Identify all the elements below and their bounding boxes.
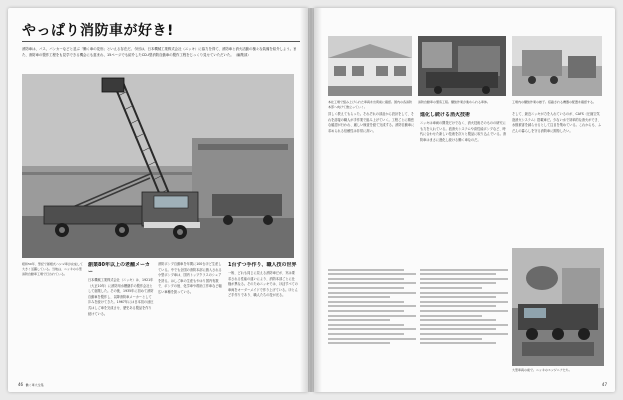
right-column-2-lower <box>420 266 508 378</box>
right-column-3 <box>512 112 602 242</box>
photo-workshop <box>512 36 602 96</box>
section-heading: 創業80年以上の老舗メーカー <box>88 262 150 275</box>
section-body: 消防ポンプ自動車を年間に100台ほど生産している。中でも全国の消防本部に納入される小型ポンプ車は、国内トップクラスのシェアを誇る。はしご車の生産もやはり国内有数で、ポンプの他、化学車や救助工作車など幅広い車種を扱っている。 <box>158 262 222 294</box>
section-heading: 進化し続ける消火技術 <box>420 112 471 118</box>
ladder-truck-illustration <box>22 74 294 258</box>
article-title: やっぱり消防車が好き! <box>22 23 174 39</box>
right-page <box>314 8 615 392</box>
section-body: ニッキは車両の開発だけでなく、消火技術そのものの研究にも力を入れている。泡消火システムや高性能ポンプなど、時代に合わせた新しい技術を次々と製品に取り込んでいる。消防車はまさに進化し続ける働く車なのだ。 <box>420 121 507 142</box>
left-column-3 <box>228 262 298 382</box>
left-page <box>8 8 308 392</box>
factory-exterior-illustration <box>328 36 412 96</box>
title-rule <box>22 41 300 42</box>
photo-caption: 大型車両の前で。ニッキのエンジニアたち。 <box>512 368 572 372</box>
right-column-1 <box>328 112 416 262</box>
article-lead: 消防車は、バス、バンカーなどと並ぶ「働く車の花形」といえる存在だ。今回は、日本機械工業株式会社（ニッキ）に協力を得て、消防車と消火活動の様々な装備を紹介しよう。また、消防車の製作工程をも見学できる機会にも恵まれ、15ページでも紹介したCD-I型消防自動車の製作工程をじっくり見せていただいた。（編集部） <box>22 47 297 57</box>
left-column-1 <box>88 262 154 382</box>
section-body: 日本機械工業株式会社（ニッキ）は、1921年（大正10年）に消防用水槽継手の製作会社として創業した。その後、1935年に初めて消防自動車を製作し、以降消防車メーカーとして歩みを続けてきた。1967年には日本初の油圧式はしご車を完成させ、歴史ある製品を作り続けている。 <box>88 278 154 316</box>
assembly-line-illustration <box>418 36 506 96</box>
photo-caption: 消防自動車の製造工程。艤装作業が進められる車体。 <box>418 100 491 104</box>
photo-caption: 本社工場で組み上げられた車両を出荷前に確認。国内の各消防本部へ向けて旅立っていく。 <box>328 100 412 109</box>
page-number-left: 46 働く車大全集 <box>18 382 44 387</box>
section-body: 一般、どれも同じに見える消防車だが、実は要求される性能の違いにより、消防本部ごとに仕様が異なる。そのためニッキでは、ほぼすべての車両をオーダーメイドで作り上げている。ほとんど手作りであり、職人たちの技が光る。 <box>228 271 298 298</box>
section-body: 詳しく教えてもらった。それぞれの部品から設計をして、それを溶接の職人が手作業で組み上げていく。工程ごとに精密な確認が行われ、厳しい検査を経て完成する。消防自動車に求められる信頼性は非常に高い。 <box>328 112 415 133</box>
section-body: そして、最近ニッキが力を入れているのが、CAFS（圧縮空気泡消火システム）搭載車だ。少ない水で効率的な消火ができ、水損被害を減らせるとして注目を集めている。これからも、ふだんの暮らしを守る消防車に期待したい。 <box>512 112 602 133</box>
workshop-illustration <box>512 36 602 96</box>
page-number-right: 47 <box>601 382 607 387</box>
left-column-2 <box>158 262 224 382</box>
section-heading: 1台ずつ手作り、職人技の世界 <box>228 262 297 268</box>
photo-caption: 工場内の艤装作業の様子。搭載される機器の配置を確認する。 <box>512 100 597 104</box>
photo-factory-exterior <box>328 36 412 96</box>
photo-assembly-line <box>418 36 506 96</box>
photo-vehicle-group <box>512 248 604 366</box>
main-photo-caption: 昭和50年、筆記で屋根式ハシゴ車が完成して大きく活躍している。当地は、ニッキの小型消防自動車工場で行われている。 <box>22 262 83 276</box>
right-column-1-lower <box>328 266 416 378</box>
right-column-2 <box>420 112 508 262</box>
main-photo-ladder-truck <box>22 74 294 258</box>
vehicle-group-illustration <box>512 248 604 366</box>
